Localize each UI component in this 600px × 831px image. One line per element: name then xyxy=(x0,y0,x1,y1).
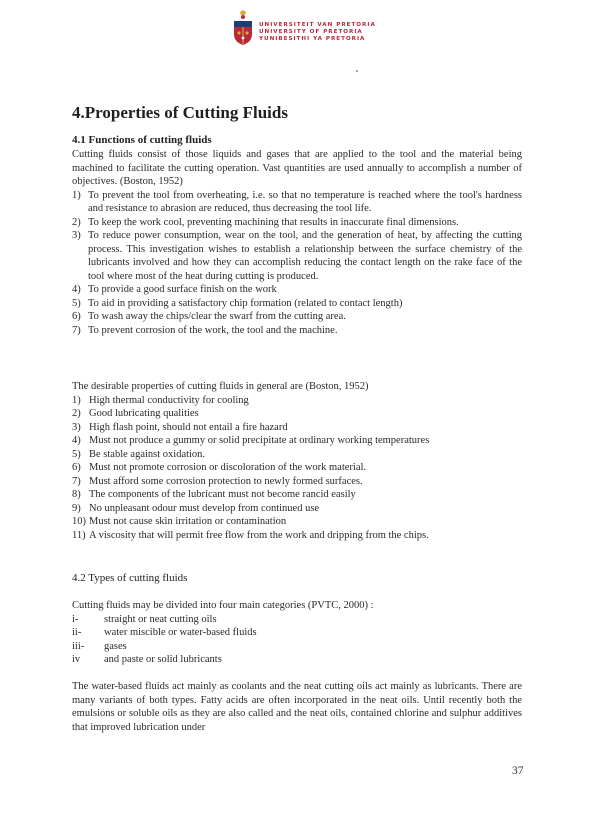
list-item-number: 2) xyxy=(72,216,81,228)
list-item-text: water miscible or water-based fluids xyxy=(104,627,257,638)
list-item-text: To wash away the chips/clear the swarf from the cutting area. xyxy=(88,311,346,322)
list-item-text: To keep the work cool, preventing machining that results in inaccurate final dimensions. xyxy=(88,216,459,228)
list-item-text: Must not cause skin irritation or contamination xyxy=(89,516,287,527)
types-intro-paragraph: Cutting fluids may be divided into four main categories (PVTC, 2000) : xyxy=(72,600,374,611)
list-item xyxy=(72,189,522,216)
list-item xyxy=(72,283,522,297)
functions-intro-paragraph: Cutting fluids consist of those liquids and gases that are applied to the tool and the material being machined to facilitate the cutting operation. Vast quantities are used annually to accomplish a number of objectives. (Boston, 1952) xyxy=(72,149,522,187)
list-item-text: A viscosity that will permit free flow from the work and dripping from the chips. xyxy=(89,529,429,541)
list-item-text: No unpleasant odour must develop from continued use xyxy=(89,502,320,514)
list-item-number: 6) xyxy=(72,462,81,473)
list-item-text: High flash point, should not entail a fire hazard xyxy=(89,421,288,433)
list-item xyxy=(72,488,522,502)
list-item-number: 5) xyxy=(72,297,81,309)
university-name-afrikaans: UNIVERSITEIT VAN PRETORIA xyxy=(259,22,376,28)
list-item-number: 7) xyxy=(72,324,81,336)
list-item-text: The components of the lubricant must not become rancid easily xyxy=(89,489,356,500)
objectives-list xyxy=(72,189,522,338)
list-item xyxy=(72,653,522,667)
list-item xyxy=(72,310,522,324)
categories-list xyxy=(72,613,522,667)
list-item-number: 5) xyxy=(72,448,81,460)
list-item-number: 9) xyxy=(72,502,81,514)
list-item-text: straight or neat cutting oils xyxy=(104,613,217,625)
university-name-english: UNIVERSITY OF PRETORIA xyxy=(259,29,363,35)
list-item-number: 10) xyxy=(72,516,86,527)
list-item-number: 4) xyxy=(72,284,81,295)
list-item-text: To aid in providing a satisfactory chip formation (related to contact length) xyxy=(88,297,403,309)
list-item-number: 11) xyxy=(72,529,86,541)
list-item xyxy=(72,502,522,516)
list-item xyxy=(72,216,522,230)
list-item xyxy=(72,529,522,543)
list-item-number: iv xyxy=(72,654,81,665)
list-item-text: Good lubricating qualities xyxy=(89,408,199,419)
section-functions-body xyxy=(72,148,522,337)
list-item xyxy=(72,626,522,640)
list-item xyxy=(72,297,522,311)
list-item-text: To prevent corrosion of the work, the tool and the machine. xyxy=(88,324,338,336)
desirable-properties-body xyxy=(72,380,522,542)
list-item-number: ii- xyxy=(72,627,82,638)
list-item xyxy=(72,434,522,448)
page-number: 37 xyxy=(512,765,524,777)
list-item xyxy=(72,421,522,435)
list-item xyxy=(72,613,522,627)
list-item xyxy=(72,461,522,475)
desirable-properties-intro: The desirable properties of cutting fluids in general are (Boston, 1952) xyxy=(72,381,369,392)
list-item-text: To provide a good surface finish on the work xyxy=(88,284,277,295)
list-item-text: Must not promote corrosion or discoloration of the work material. xyxy=(89,462,367,473)
desirable-properties-list xyxy=(72,394,522,543)
list-item-text: To prevent the tool from overheating, i.e. so that no temperature is reached where the tool's hardness and resistance to abrasion are reduced, thus decreasing the tool life. xyxy=(88,189,522,214)
scan-speck xyxy=(356,70,358,72)
section-heading-functions: 4.1 Functions of cutting fluids xyxy=(72,134,212,146)
section-types-body xyxy=(72,599,522,667)
university-crest-icon xyxy=(232,10,254,46)
section-heading-types: 4.2 Types of cutting fluids xyxy=(72,572,188,584)
list-item xyxy=(72,407,522,421)
list-item xyxy=(72,640,522,654)
list-item-text: To reduce power consumption, wear on the tool, and the generation of heat, by affecting the cutting process. This investigation wishes to establish a relationship between the surface chemistry of the lubricants involved and how they can accomplish reducing the contact length on the rake face of the tool where most of the heat during cutting is produced. xyxy=(88,230,522,282)
list-item xyxy=(72,475,522,489)
list-item-text: High thermal conductivity for cooling xyxy=(89,394,249,406)
list-item-number: 4) xyxy=(72,435,81,446)
list-item-number: 3) xyxy=(72,230,81,241)
types-body-paragraph: The water-based fluids act mainly as coolants and the neat cutting oils act mainly as lubricants. There are many variants of both types. Fatty acids are often incorporated in the neat oils. Until recently both the emulsions or soluble oils as they are also called and the neat oils, contained chlorine and sulphur additives that improved lubrication under xyxy=(72,681,522,733)
list-item-text: Must not produce a gummy or solid precipitate at ordinary working temperatures xyxy=(89,435,430,446)
list-item-number: i- xyxy=(72,613,79,625)
list-item-number: 8) xyxy=(72,489,81,500)
list-item xyxy=(72,515,522,529)
list-item xyxy=(72,448,522,462)
chapter-title: 4.Properties of Cutting Fluids xyxy=(72,103,288,122)
list-item-text: gases xyxy=(104,640,127,652)
list-item-number: 2) xyxy=(72,408,81,419)
university-names xyxy=(259,22,376,43)
list-item-number: 1) xyxy=(72,189,81,201)
list-item-number: iii- xyxy=(72,640,85,652)
university-logo xyxy=(232,10,382,52)
list-item-text: Be stable against oxidation. xyxy=(89,448,206,460)
list-item-text: Must afford some corrosion protection to newly formed surfaces. xyxy=(89,475,363,487)
university-name-sepedi: YUNIBESITHI YA PRETORIA xyxy=(259,36,366,42)
list-item-number: 6) xyxy=(72,311,81,322)
list-item-number: 7) xyxy=(72,475,81,487)
list-item xyxy=(72,229,522,283)
list-item xyxy=(72,394,522,408)
list-item-number: 3) xyxy=(72,421,81,433)
list-item-number: 1) xyxy=(72,394,81,406)
list-item xyxy=(72,324,522,338)
list-item-text: and paste or solid lubricants xyxy=(104,654,222,665)
types-paragraph-block xyxy=(72,680,522,734)
